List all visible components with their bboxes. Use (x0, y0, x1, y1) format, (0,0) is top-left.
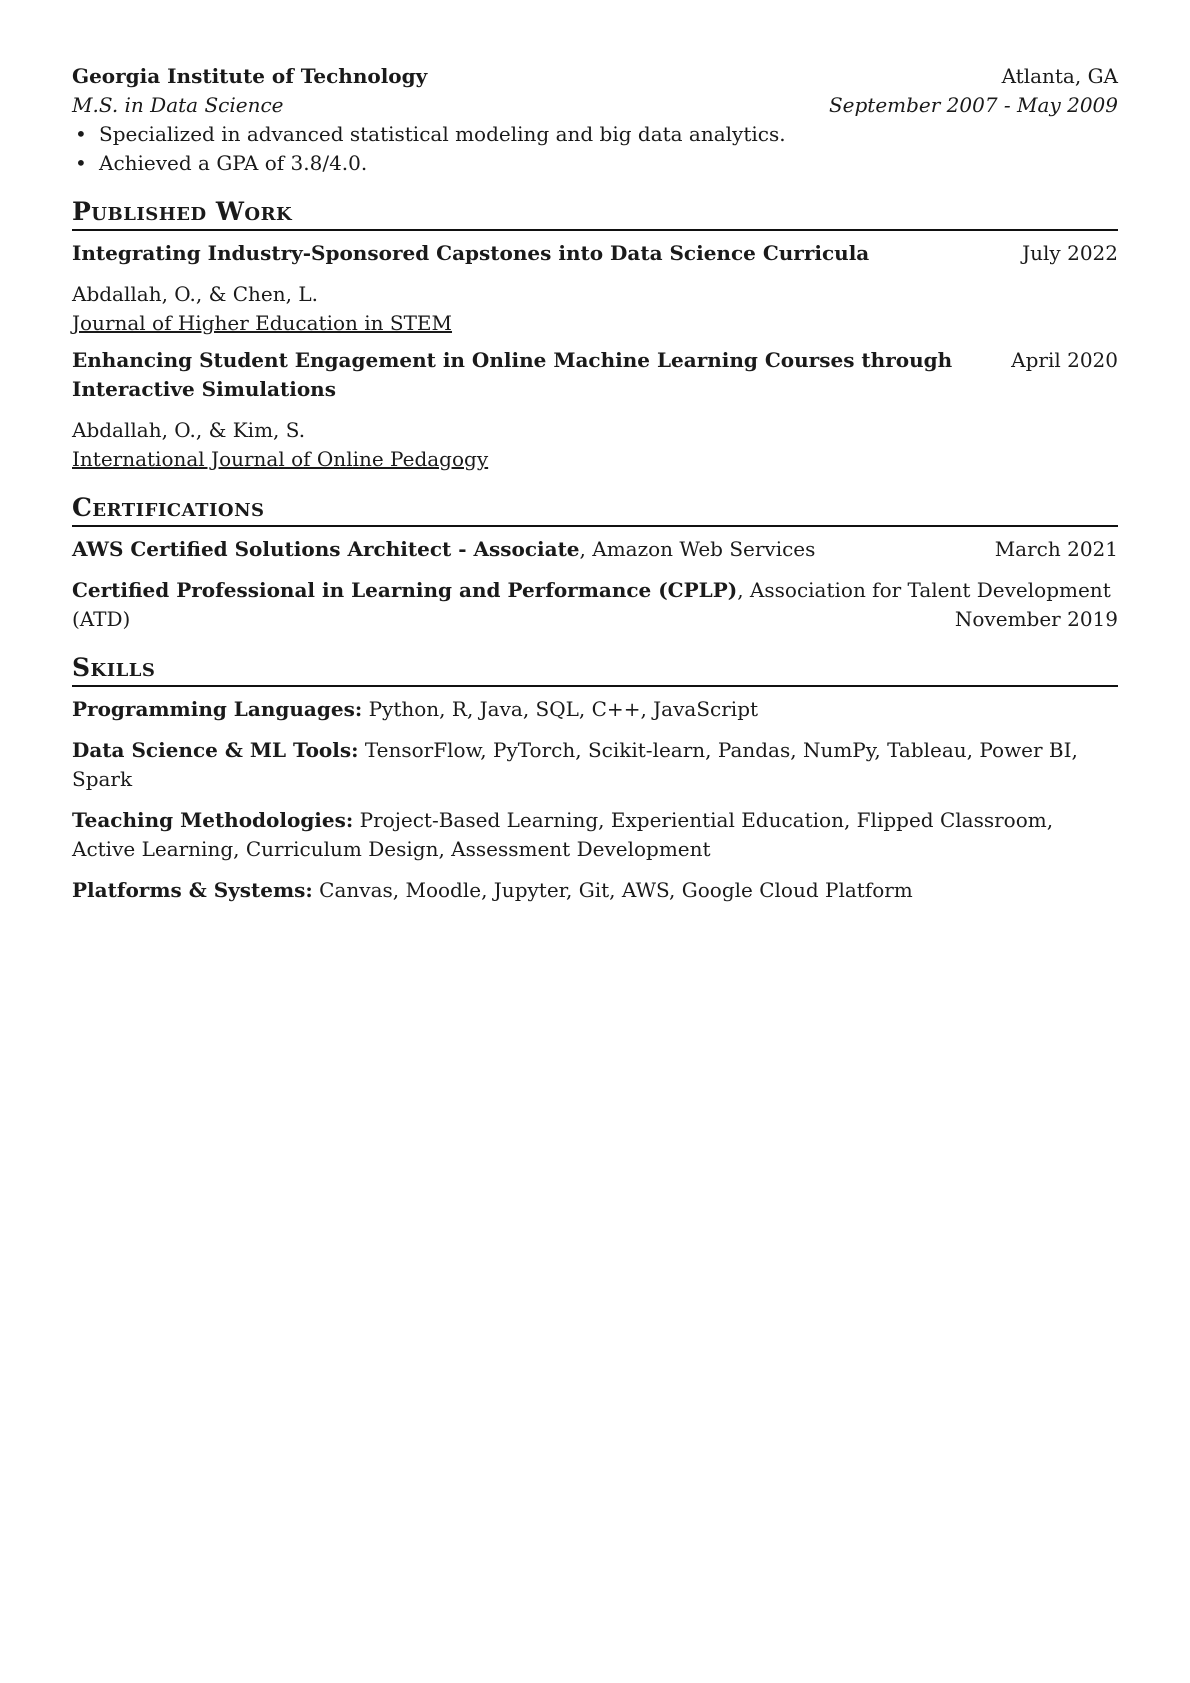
publication-date: April 2020 (1011, 348, 1118, 372)
skill-label: Teaching Methodologies: (72, 808, 354, 832)
certification-issuer: , Association for Talent Development (ATD) (72, 578, 1111, 631)
skill-row (72, 695, 1118, 724)
degree: M.S. in Data Science (72, 93, 284, 117)
skill-value: TensorFlow, PyTorch, Scikit-learn, Pandas, NumPy, Tableau, Power BI, Spark (72, 738, 1078, 791)
publication-authors: Abdallah, O., & Chen, L. (72, 282, 318, 306)
institution-name: Georgia Institute of Technology (72, 64, 428, 88)
section-heading-skills: Skills (72, 652, 1118, 687)
publication-title-row (72, 346, 1118, 404)
certification-name: Certified Professional in Learning and Performance (CPLP) (72, 578, 738, 602)
publication-journal: International Journal of Online Pedagogy (72, 447, 489, 471)
education-bullet: • Achieved a GPA of 3.8/4.0. (99, 149, 1118, 178)
certification-text (72, 535, 815, 564)
publication-title-row (72, 239, 1118, 268)
education-entry (72, 62, 1118, 178)
publication-entry (72, 346, 1118, 474)
education-header-row (72, 62, 1118, 91)
publication-title: Integrating Industry-Sponsored Capstones into Data Science Curricula (72, 241, 870, 265)
certification-entry (72, 535, 1118, 564)
certification-name: AWS Certified Solutions Architect - Associate (72, 537, 580, 561)
skill-label: Platforms & Systems: (72, 878, 313, 902)
certification-issuer: , Amazon Web Services (579, 537, 816, 561)
resume-page (72, 62, 1118, 905)
publication-authors: Abdallah, O., & Kim, S. (72, 418, 306, 442)
institution-location: Atlanta, GA (1001, 64, 1118, 88)
section-heading-certifications: Certifications (72, 492, 1118, 527)
certification-date: November 2019 (954, 607, 1118, 631)
skill-label: Programming Languages: (72, 697, 363, 721)
certification-date: March 2021 (994, 537, 1118, 561)
education-bullet: • Specialized in advanced statistical modeling and big data analytics. (99, 120, 1118, 149)
skill-value: Python, R, Java, SQL, C++, JavaScript (362, 697, 759, 721)
skill-value: Canvas, Moodle, Jupyter, Git, AWS, Google Cloud Platform (312, 878, 913, 902)
section-heading-published-work: Published Work (72, 196, 1118, 231)
skill-row (72, 876, 1118, 905)
skill-value: Project-Based Learning, Experiential Education, Flipped Classroom, Active Learning, Curriculum Design, Assessment Development (72, 808, 1054, 861)
education-degree-row (72, 91, 1118, 120)
skill-row (72, 736, 1118, 794)
certification-date-wrap (72, 605, 1118, 634)
publication-journal: Journal of Higher Education in STEM (72, 311, 453, 335)
publication-title: Enhancing Student Engagement in Online Machine Learning Courses through Interactive Simulations (72, 348, 953, 401)
education-bullets (72, 120, 1118, 178)
skill-label: Data Science & ML Tools: (72, 738, 359, 762)
education-dates: September 2007 - May 2009 (828, 93, 1118, 117)
certification-entry (72, 576, 1118, 634)
publication-date: July 2022 (1022, 241, 1118, 265)
publication-entry (72, 239, 1118, 338)
skill-row (72, 806, 1118, 864)
